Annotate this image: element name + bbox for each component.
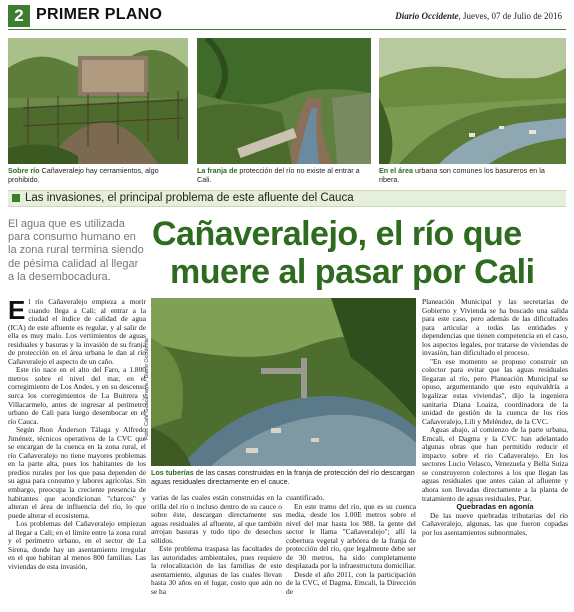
topic-banner: [8, 190, 566, 207]
section-title: PRIMER PLANO: [36, 6, 163, 23]
photo-trash-riverbank: [379, 38, 566, 164]
paragraph: Este río nace en el alto del Faro, a 1.800 metros sobre el nivel del mar, en el corregimiento de Los Andes, y en su descenso surca los corregimientos de La Buitrera y Villacarmelo, antes de ingresar al perímetro urbano de Cali para luego desembocar en el río Cauca.: [8, 365, 146, 426]
caption-text: protección del río no existe al entrar a Cali.: [197, 166, 360, 184]
caption-lead: En el área: [379, 166, 413, 175]
paragraph: Desde el año 2011, con la participación de la CVC, el Dagma, Emcali, la Dirección de: [286, 569, 416, 597]
paragraph: cuantificado.: [286, 493, 325, 502]
paragraph: Según Jhon Ánderson Tálaga y Alfredo Jiménez, técnicos operativos de la CVC que se encargan de la cuenca en la zona rural, el río Cañaveralejo no tiene mayores problemas en la parte alta, pues los habitantes de los predios rurales por los que pasa dependen de su agua para consumo y labores agrícolas. Sin embargo, preocupa la creciente presencia de habitantes que acondicionan "charcos" y alteran el área de influencia del río, lo que puede alterar el ecosistema.: [8, 425, 146, 520]
paragraph: l río Cañaveralejo empieza a morir cuando llega a Cali; al entrar a la ciudad el índice de calidad de agua (ICA) de este afluente es regular, y al salir de ella es muy malo. Los vertimientos de aguas residuales y basuras y la invasión de su franja de protección en el área urbana le dan al río Cañaveralejo el aspecto de un caño.: [8, 297, 146, 366]
photo-river-pipes: [151, 298, 416, 466]
photo-caption-1: [8, 166, 190, 184]
article-column-1: [8, 295, 146, 572]
paragraph: varias de las cuales están construidas en la orilla del río o incluso dentro de su cauce o sobre éste, descargan directamente sus aguas residuales al afluente, al que también arrojan basuras y todo tipo de desechos sólidos.: [151, 493, 282, 545]
paragraph: De las nueve quebradas tributarias del río Cañaveralejo, algunas, las que fueron copadas por los asentamientos subnormales,: [422, 510, 568, 537]
photo-fenced-river: [8, 38, 188, 164]
paragraph: En este tramo del río, que es su cuenca media, desde los 1.00E metros sobre el nivel del mar hasta los 988, la gente del sector le llama "Cañaveralejo"; allí la cobertura vegetal y arbórea de la franja de protección del río, que legalmente debe ser de 30 metros, ha sido completamente desplazada por la infraestructura domiciliar.: [286, 501, 416, 571]
paragraph: Aguas abajo, al comienzo de la parte urbana, Emcali, el Dagma y la CVC han adelantado algunas obras que han permitido reducir el impacto sobre el río Cañaveralejo. En los sectores Lucio Velasco, Venezuela y Bella Suiza se construyeron colectores a los que llegan las aguas residuales que antes caían al afluente y ahora son llevadas directamente a la planta de tratamiento de aguas residuales, Ptar.: [422, 425, 568, 503]
caption-text: urbana son comunes los basureros en la ribera.: [379, 166, 545, 184]
article-column-4: [422, 298, 568, 537]
photo-river-entrance: [197, 38, 371, 164]
caption-lead: La franja de: [197, 166, 238, 175]
article-column-2: [151, 494, 282, 597]
paper-name: Diario Occidente: [395, 11, 459, 21]
paragraph: "En ese momento se propuso construir un colector para evitar que las aguas residuales llegaran al río, pero Planeación Municipal se opuso, argumentando que esto equivaldría a legalizar estas viviendas", dijo la ingeniera sanitaria Diana Loaiza, coordinadora de la unidad de gestión de la cuenca de los ríos Cañaveralejo, Lili y Meléndez, de la CVC.: [422, 356, 568, 426]
header-rule: [8, 29, 566, 30]
photo-caption-3: [379, 166, 567, 184]
subheading: Quebradas en agonía: [456, 502, 534, 512]
page-header: [8, 5, 566, 27]
banner-text: Las invasiones, el principal problema de este afluente del Cauca: [25, 192, 354, 204]
headline-line-1: Cañaveralejo, el río que: [152, 215, 522, 253]
headline-line-2: muere al pasar por Cali: [170, 253, 535, 291]
drop-cap: E: [8, 295, 26, 325]
caption-lead: Los tuberías: [151, 468, 194, 477]
caption-text: de las casas construidas en la franja de protección del río descargan aguas residuales directamente en el cauce.: [151, 468, 415, 486]
issue-date: , Jueves, 07 de Julio de 2016: [458, 11, 562, 21]
bullet-square-icon: [12, 194, 20, 202]
paragraph: Planeación Municipal y las secretarías de Gobierno y Vivienda se ha buscado una salida para este caso, pero además de las dificultades para articular a todas las entidades y dependencias que tienen competencia en el caso, los aspectos legales, por tratarse de viviendas de invasión, han dificultado el proceso.: [422, 297, 568, 358]
article-column-3: [286, 494, 416, 597]
photo-caption-2: [197, 166, 373, 184]
dateline: [395, 11, 562, 21]
caption-lead: Sobre río: [8, 166, 40, 175]
paragraph: Los problemas del Cañaveralejo empiezan al llegar a Cali; en el límite entre la zona rural y el perímetro urbano, en el sector de La Sirena, donde hay un asentamiento irregular en el que habitan al menos 800 familias. Las viviendas de esta invasión,: [8, 519, 146, 571]
photo-credit: Foto: Café Guacamaya / Diario Occidente: [144, 337, 150, 440]
page-number: 2: [8, 5, 30, 27]
caption-text: Cañaveralejo hay cerramientos, algo prohibido.: [8, 166, 159, 184]
article-deck: El agua que es utilizada para consumo humano en la zona rural termina siendo de pésima calidad al llegar a la desembocadura.: [8, 218, 144, 283]
paragraph: Este problema traspasa las facultades de las autoridades ambientales, pues requiere la relocalización de las familias de este asentamiento, algunas de las cuales llevan hasta 30 años en el lugar, costo que aún no se ha: [151, 544, 282, 597]
mid-photo-caption: [151, 468, 416, 486]
